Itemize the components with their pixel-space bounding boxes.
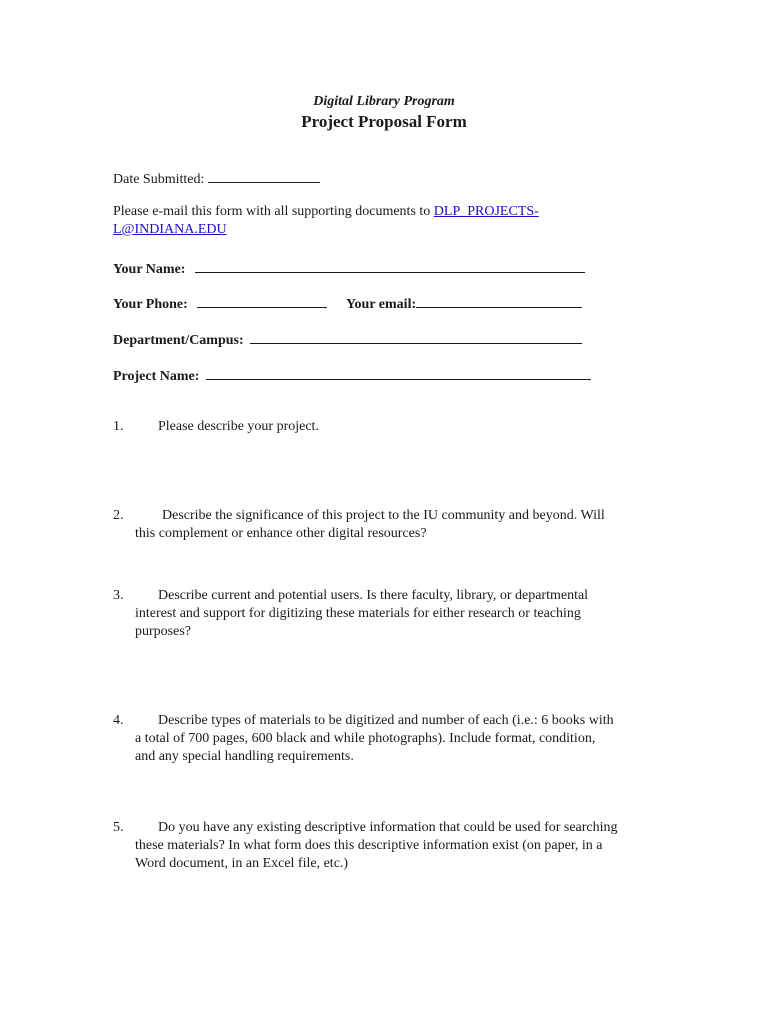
email-link-row2 xyxy=(113,222,227,238)
phone-label: Your Phone: xyxy=(113,297,188,312)
question-4-line-1: Describe types of materials to be digitized and number of each (i.e.: 6 books with xyxy=(158,713,614,728)
question-1-line-1: Please describe your project. xyxy=(158,419,319,434)
department-label: Department/Campus: xyxy=(113,333,244,348)
phone-row xyxy=(113,293,327,313)
email-row xyxy=(346,293,582,313)
question-1-number: 1. xyxy=(113,419,124,434)
email-field[interactable] xyxy=(416,293,582,308)
project-name-field[interactable] xyxy=(206,365,591,380)
question-4-number: 4. xyxy=(113,713,124,728)
question-4-line-3: and any special handling requirements. xyxy=(135,749,354,764)
project-name-label: Project Name: xyxy=(113,369,200,384)
form-title: Project Proposal Form xyxy=(301,112,467,131)
question-5-number: 5. xyxy=(113,820,124,835)
question-3-line-3: purposes? xyxy=(135,624,191,639)
name-label: Your Name: xyxy=(113,262,186,277)
email-link-part2[interactable]: L@INDIANA.EDU xyxy=(113,222,227,237)
program-title: Digital Library Program xyxy=(313,94,455,109)
project-name-row xyxy=(113,365,591,385)
question-3-line-2: interest and support for digitizing these materials for either research or teaching xyxy=(135,606,581,621)
name-field[interactable] xyxy=(195,258,585,273)
email-instruction-text: Please e-mail this form with all supporting documents to xyxy=(113,204,431,219)
question-3-number: 3. xyxy=(113,588,124,603)
department-row xyxy=(113,329,582,349)
question-5-line-3: Word document, in an Excel file, etc.) xyxy=(135,856,349,871)
phone-field[interactable] xyxy=(197,293,327,308)
question-2-number: 2. xyxy=(113,508,124,523)
date-submitted-label: Date Submitted: xyxy=(113,172,205,187)
question-5-line-2: these materials? In what form does this descriptive information exist (on paper, in a xyxy=(135,838,603,853)
question-2-line-1: Describe the significance of this project to the IU community and beyond. Will xyxy=(162,508,605,523)
question-3-line-1: Describe current and potential users. Is there faculty, library, or departmental xyxy=(158,588,589,603)
question-2-line-2: this complement or enhance other digital resources? xyxy=(135,526,427,541)
email-label: Your email: xyxy=(346,297,417,312)
email-link-part1[interactable]: DLP_PROJECTS- xyxy=(433,204,539,219)
name-row xyxy=(113,258,585,278)
department-field[interactable] xyxy=(250,329,582,344)
email-instruction-row xyxy=(113,204,539,220)
question-4-line-2: a total of 700 pages, 600 black and while photographs). Include format, condition, xyxy=(135,731,596,746)
date-submitted-row xyxy=(113,168,320,188)
date-submitted-field[interactable] xyxy=(208,168,320,183)
question-5-line-1: Do you have any existing descriptive information that could be used for searching xyxy=(158,820,618,835)
